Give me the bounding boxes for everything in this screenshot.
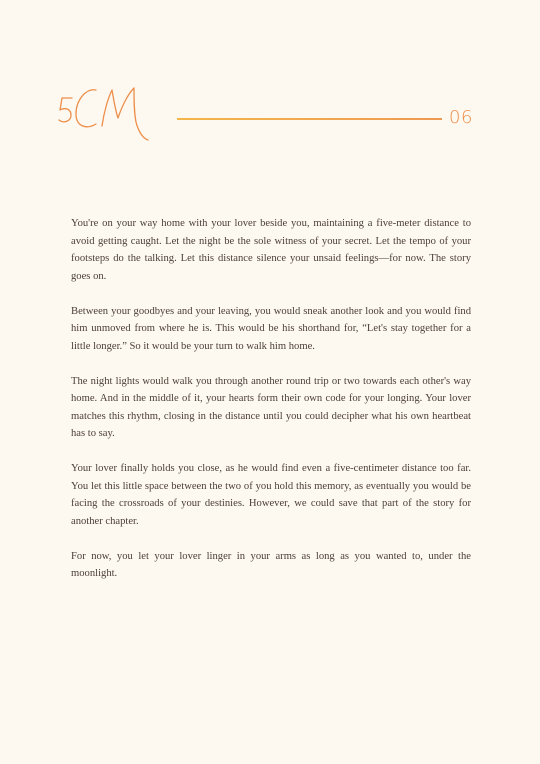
header-rule: [177, 118, 442, 120]
paragraph: Your lover finally holds you close, as he would find even a five-centimeter distance too far. You let this little space between the two of you hold this memory, as eventually you would be facing the crossroads of your destinies. However, we could save that part of the story for another chapter.: [71, 463, 471, 527]
paragraph: The night lights would walk you through another round trip or two towards each other's way home. And in the middle of it, your hearts form their own code for your longing. Your lover matches this rhythm, closing in the distance until you could decipher what his own heartbeat has to say.: [71, 375, 471, 439]
story-text: [71, 215, 471, 600]
script-logo-icon: [56, 80, 168, 146]
paragraph: You're on your way home with your lover beside you, maintaining a five-meter distance to avoid getting caught. Let the night be the sole witness of your secret. Let the tempo of your footsteps do the talking. Let this distance silence your unsaid feelings—for now. The story goes on.: [71, 218, 471, 282]
page-number: 06: [449, 107, 473, 128]
page-header: [56, 80, 486, 150]
logo-5cm: [56, 80, 168, 146]
paragraph: For now, you let your lover linger in your arms as long as you wanted to, under the moonlight.: [71, 550, 471, 579]
paragraph: Between your goodbyes and your leaving, you would sneak another look and you would find him unmoved from where he is. This would be his shorthand for, “Let's stay together for a little longer.” So it would be your turn to walk him home.: [71, 305, 471, 352]
